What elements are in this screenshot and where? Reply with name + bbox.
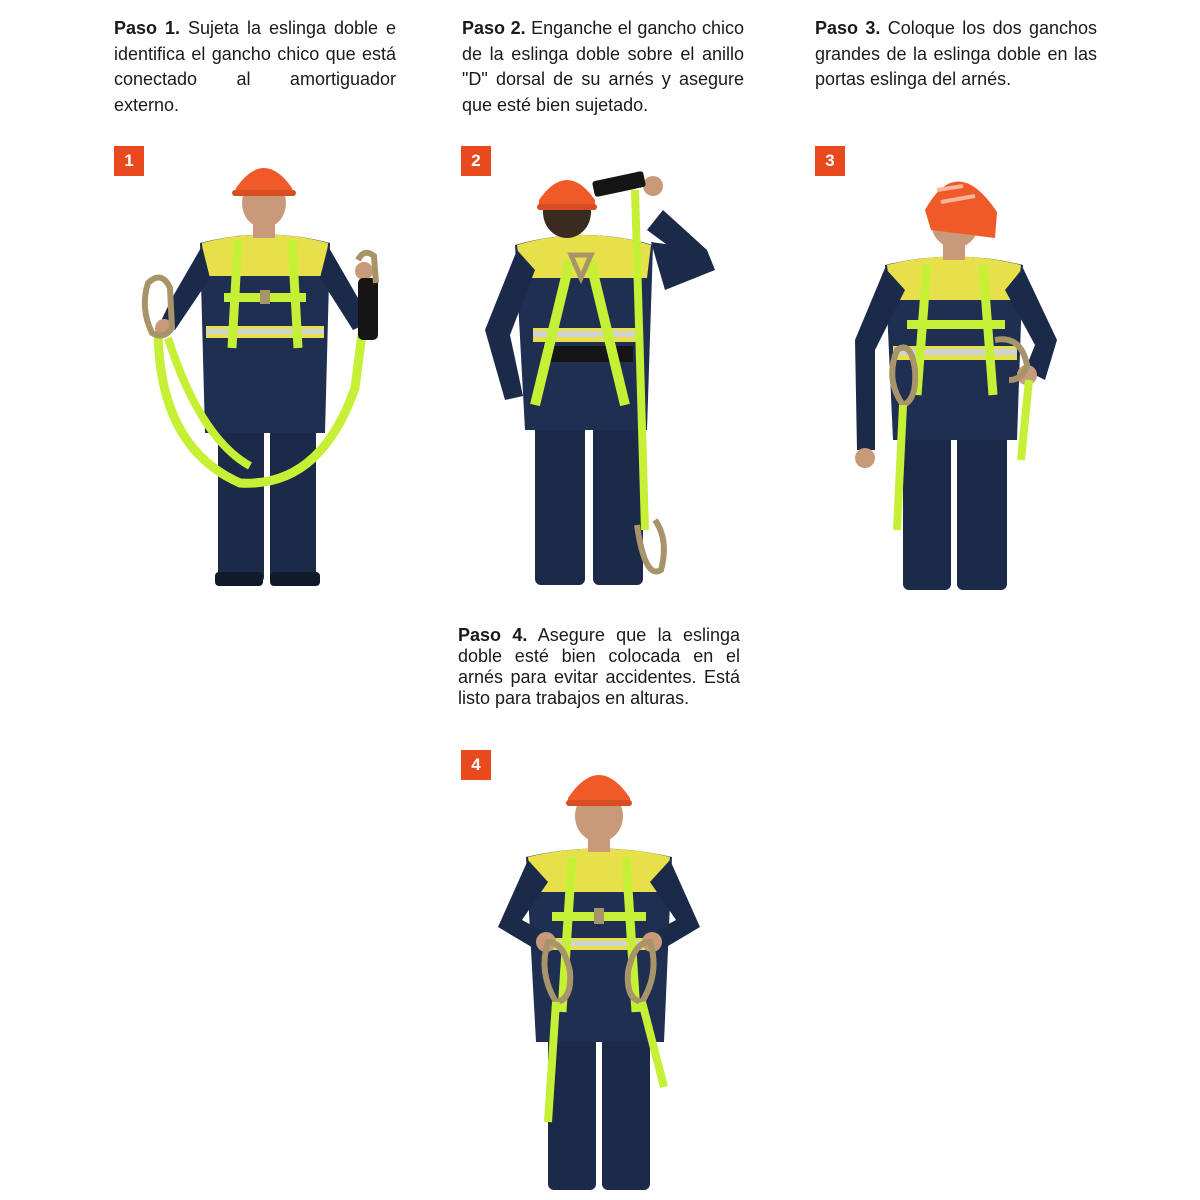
step-4-text: Asegure que la eslinga doble esté bien colocada en el arnés para evitar accidentes. Está listo para trabajos en alturas. [458, 625, 740, 708]
step-3-lead: Paso 3. [815, 18, 881, 38]
step-4-worker-illustration [492, 752, 707, 1192]
step-2-worker-illustration [475, 160, 740, 585]
step-4-lead: Paso 4. [458, 625, 528, 645]
step-3-text: Coloque los dos ganchos grandes de la eslinga doble en las portas eslinga del arnés. [815, 18, 1097, 89]
step-2-lead: Paso 2. [462, 18, 526, 38]
step-4-badge: 4 [461, 750, 491, 780]
step-3-badge: 3 [815, 146, 845, 176]
step-2-badge: 2 [461, 146, 491, 176]
step-4-instruction [458, 625, 740, 709]
step-1-badge: 1 [114, 146, 144, 176]
step-2-instruction [462, 16, 744, 118]
step-1-worker-illustration [120, 148, 410, 590]
step-1-instruction [114, 16, 396, 118]
step-3-worker-illustration [845, 160, 1065, 592]
step-2-text: Enganche el gancho chico de la eslinga doble sobre el anillo "D" dorsal de su arnés y asegure que esté bien sujetado. [462, 18, 744, 115]
step-1-text: Sujeta la eslinga doble e identifica el gancho chico que está conectado al amortiguador externo. [114, 18, 396, 115]
step-1-lead: Paso 1. [114, 18, 180, 38]
step-3-instruction [815, 16, 1097, 93]
